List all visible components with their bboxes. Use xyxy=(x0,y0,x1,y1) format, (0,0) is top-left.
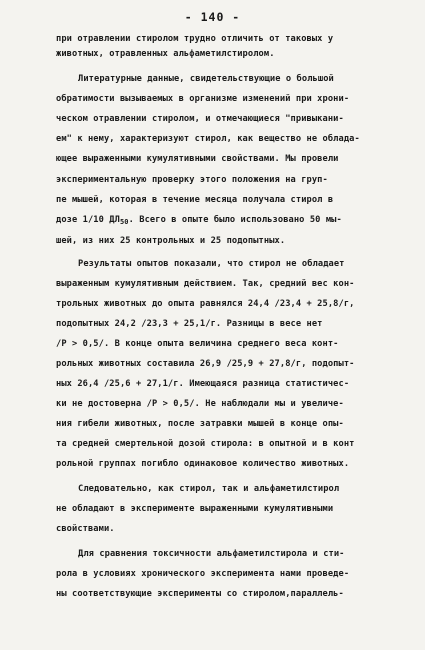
text-line: Литературные данные, свидетельствующие о большой xyxy=(78,74,334,84)
text-line: выраженным кумулятивным действием. Так, средний вес кон- xyxy=(56,279,355,289)
text-line: пе мышей, которая в течение месяца получала стирол в xyxy=(56,195,334,205)
text-line: рольной группах погибло одинаковое количество животных. xyxy=(56,459,350,469)
text-line: при отравлении стиролом трудно отличить от таковых у xyxy=(56,34,334,44)
text-line: Для сравнения токсичности альфаметилстирола и сти- xyxy=(78,549,345,559)
text-line: рола в условиях хронического эксперимента нами проведе- xyxy=(56,569,350,579)
text-line: обратимости вызываемых в организме изменений при хрони- xyxy=(56,94,350,104)
text-line: ки не достоверна /Р > 0,5/. Не наблюдали мы и увеличе- xyxy=(56,399,344,409)
text-line: ны соответствующие эксперименты со стиролом,параллель- xyxy=(56,589,344,599)
subscript: 50 xyxy=(119,218,129,226)
page-number: - 140 - xyxy=(184,10,241,24)
text-line xyxy=(56,214,374,228)
text-line: ния гибели животных, после затравки мышей в конце опы- xyxy=(56,419,344,429)
text-line: свойствами. xyxy=(56,524,115,534)
text-line: /Р > 0,5/. В конце опыта величина среднего веса конт- xyxy=(56,339,339,349)
text-line: Результаты опытов показали, что стирол не обладает xyxy=(78,259,345,269)
text-line: ющее выраженными кумулятивными свойствами. Мы провели xyxy=(56,154,339,164)
text-line: ных 26,4 /25,6 + 27,1/г. Имеющаяся разница статистичес- xyxy=(56,379,350,389)
text-line: ем" к нему, характеризуют стирол, как вещество не облада- xyxy=(56,134,360,144)
text-line: не обладают в эксперименте выраженными кумулятивными xyxy=(56,504,334,514)
text-line: шей, из них 25 контрольных и 25 подопытных. xyxy=(56,236,286,246)
text-line: трольных животных до опыта равнялся 24,4 /23,4 + 25,8/г, xyxy=(56,299,355,309)
text-line: животных, отравленных альфаметилстиролом. xyxy=(56,49,275,59)
text-line: рольных животных составила 26,9 /25,9 + 27,8/г, подопыт- xyxy=(56,359,355,369)
text-line: экспериментальную проверку этого положения на груп- xyxy=(56,175,328,185)
text-fragment: . Всего в опыте было использовано 50 мы- xyxy=(128,215,342,225)
text-line: подопытных 24,2 /23,3 + 25,1/г. Разницы в весе нет xyxy=(56,319,323,329)
text-line: та средней смертельной дозой стирола: в опытной и в конт xyxy=(56,439,355,449)
text-fragment: дозе 1/10 ДЛ xyxy=(56,215,120,225)
text-line: Следовательно, как стирол, так и альфаметилстирол xyxy=(78,484,340,494)
text-line: ческом отравлении стиролом, и отмечающиеся "привыкани- xyxy=(56,114,344,124)
